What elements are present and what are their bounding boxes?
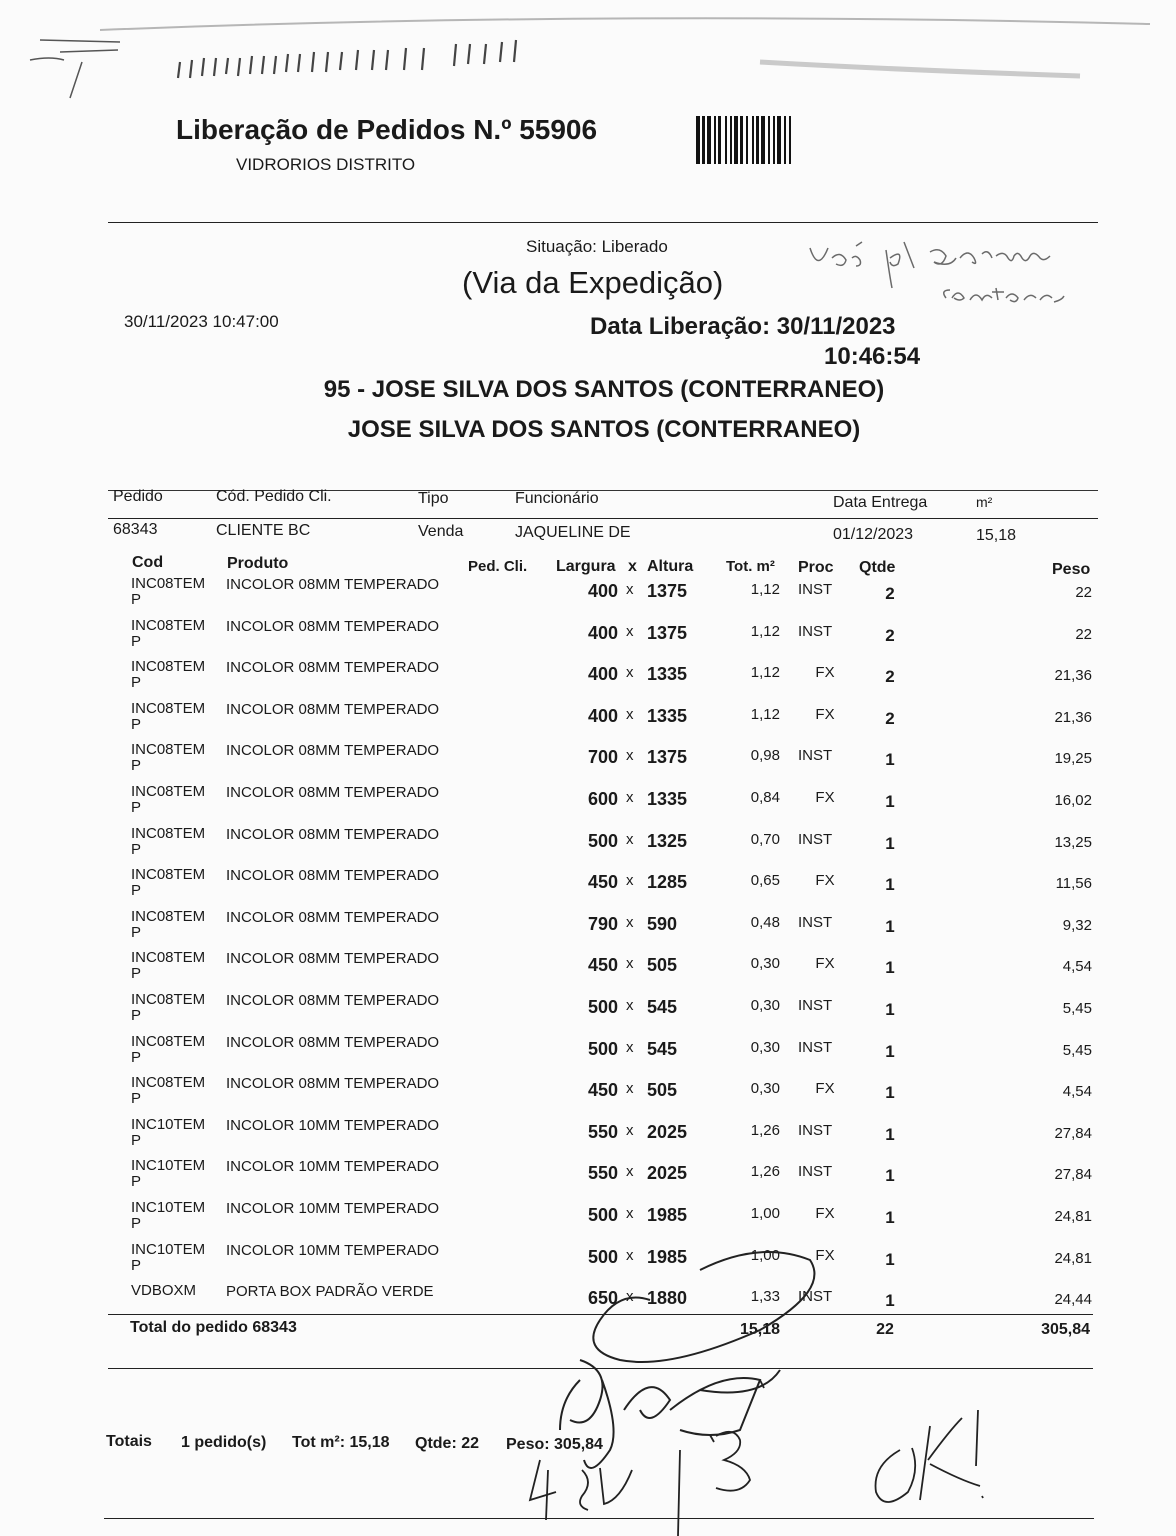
col-label-cod-pedido-cli: Cód. Pedido Cli.	[216, 488, 332, 505]
handwritten-note	[800, 228, 1080, 318]
item-code: INC08TEMP	[131, 1074, 206, 1107]
item-code: INC08TEMP	[131, 991, 206, 1024]
item-product: INCOLOR 10MM TEMPERADO	[226, 1117, 440, 1134]
delivery-date: 01/12/2023	[833, 526, 914, 543]
scan-artifact-lines	[0, 0, 1176, 130]
item-total-m2: 0,30	[750, 1039, 780, 1056]
item-quantity: 1	[885, 875, 895, 894]
item-weight: 21,36	[1054, 709, 1092, 726]
item-x-separator: x	[626, 997, 634, 1014]
item-product: INCOLOR 08MM TEMPERADO	[226, 618, 440, 635]
item-process: INST	[798, 1288, 833, 1305]
order-total-qtde: 22	[876, 1321, 894, 1338]
items-col-proc: Proc	[798, 559, 834, 576]
item-code: INC08TEMP	[131, 908, 206, 941]
item-x-separator: x	[626, 914, 634, 931]
item-process: INST	[798, 914, 833, 931]
item-width: 500	[587, 1247, 618, 1267]
item-height: 1985	[647, 1205, 688, 1225]
item-code: VDBOXM	[131, 1282, 197, 1299]
item-x-separator: x	[626, 1247, 634, 1264]
barcode-bar	[746, 116, 748, 164]
item-weight: 11,56	[1055, 875, 1092, 892]
items-col-cod: Cod	[132, 554, 164, 571]
item-code: INC08TEMP	[131, 1033, 206, 1066]
order-total-peso: 305,84	[1041, 1321, 1090, 1338]
totals-orders: 1 pedido(s)	[181, 1434, 267, 1451]
totals-qtde: Qtde: 22	[415, 1435, 480, 1452]
item-product: INCOLOR 10MM TEMPERADO	[226, 1200, 440, 1217]
item-weight: 5,45	[1062, 1042, 1092, 1059]
item-width: 450	[587, 955, 618, 975]
item-total-m2: 1,12	[750, 706, 780, 723]
item-total-m2: 0,30	[750, 1080, 780, 1097]
item-x-separator: x	[626, 1163, 634, 1180]
item-product: INCOLOR 08MM TEMPERADO	[226, 992, 440, 1009]
item-process: FX	[815, 872, 835, 889]
barcode-bar	[768, 116, 770, 164]
item-process: FX	[815, 1080, 835, 1097]
item-quantity: 1	[885, 958, 895, 977]
items-col-ped-cli: Ped. Cli.	[468, 558, 528, 575]
item-process: INST	[798, 831, 833, 848]
item-quantity: 2	[885, 709, 895, 728]
item-height: 1375	[647, 623, 688, 643]
item-quantity: 2	[885, 584, 895, 603]
barcode-bar	[784, 116, 786, 164]
item-weight: 22	[1075, 626, 1092, 643]
item-height: 1335	[647, 706, 688, 726]
item-product: PORTA BOX PADRÃO VERDE	[226, 1283, 434, 1300]
item-width: 550	[587, 1163, 618, 1183]
item-weight: 22	[1075, 584, 1092, 601]
item-process: INST	[798, 997, 833, 1014]
item-height: 590	[647, 914, 678, 934]
employee: JAQUELINE DE	[515, 524, 631, 541]
item-weight: 9,32	[1062, 917, 1092, 934]
item-x-separator: x	[626, 1205, 634, 1222]
item-height: 505	[647, 955, 678, 975]
item-width: 550	[587, 1122, 618, 1142]
item-weight: 4,54	[1062, 958, 1092, 975]
barcode-bar	[789, 116, 791, 164]
item-code: INC08TEMP	[131, 741, 206, 774]
item-process: FX	[815, 789, 835, 806]
item-width: 400	[587, 623, 618, 643]
item-process: FX	[815, 955, 835, 972]
item-x-separator: x	[626, 1122, 634, 1139]
item-weight: 27,84	[1054, 1125, 1092, 1142]
items-col-largura: Largura	[556, 558, 616, 575]
item-code: INC08TEMP	[131, 575, 206, 608]
item-weight: 21,36	[1054, 667, 1092, 684]
item-total-m2: 1,33	[750, 1288, 780, 1305]
item-product: INCOLOR 08MM TEMPERADO	[226, 826, 440, 843]
items-col-altura: Altura	[647, 558, 694, 575]
item-product: INCOLOR 08MM TEMPERADO	[226, 1075, 440, 1092]
item-width: 650	[587, 1288, 618, 1308]
item-quantity: 2	[885, 626, 895, 645]
divider	[108, 518, 1098, 519]
status-text: Situação: Liberado	[526, 237, 668, 256]
item-code: INC08TEMP	[131, 658, 206, 691]
item-width: 450	[587, 1080, 618, 1100]
company-name: VIDRORIOS DISTRITO	[236, 155, 416, 174]
item-process: INST	[798, 623, 833, 640]
item-width: 400	[587, 706, 618, 726]
item-quantity: 1	[885, 1291, 895, 1310]
item-width: 500	[587, 997, 618, 1017]
item-quantity: 1	[885, 792, 895, 811]
item-code: INC10TEMP	[131, 1241, 206, 1274]
barcode-bar	[756, 116, 759, 164]
item-weight: 19,25	[1054, 750, 1092, 767]
item-code: INC10TEMP	[131, 1116, 206, 1149]
item-x-separator: x	[626, 623, 634, 640]
totals-label: Totais	[106, 1433, 152, 1450]
item-code: INC10TEMP	[131, 1199, 206, 1232]
items-col-x: x	[628, 558, 637, 575]
barcode-bar	[696, 116, 700, 164]
items-col-tot-m2: Tot. m²	[726, 558, 775, 575]
totals-m2: Tot m²: 15,18	[292, 1434, 390, 1451]
order-number: 68343	[113, 521, 158, 538]
barcode	[696, 116, 870, 164]
item-x-separator: x	[626, 872, 634, 889]
item-width: 600	[587, 789, 618, 809]
item-x-separator: x	[626, 1039, 634, 1056]
item-process: INST	[798, 1122, 833, 1139]
item-width: 400	[587, 664, 618, 684]
col-label-funcionario: Funcionário	[515, 490, 599, 507]
item-weight: 16,02	[1054, 792, 1092, 809]
barcode-bar	[718, 116, 721, 164]
item-product: INCOLOR 08MM TEMPERADO	[226, 909, 440, 926]
item-total-m2: 1,00	[750, 1247, 780, 1264]
item-code: INC08TEMP	[131, 700, 206, 733]
item-total-m2: 1,00	[750, 1205, 780, 1222]
item-height: 2025	[647, 1122, 688, 1142]
item-quantity: 1	[885, 1166, 895, 1185]
item-x-separator: x	[626, 581, 634, 598]
item-quantity: 1	[885, 1250, 895, 1269]
item-process: FX	[815, 706, 835, 723]
order-m2: 15,18	[976, 527, 1017, 544]
item-code: INC08TEMP	[131, 617, 206, 650]
item-x-separator: x	[626, 664, 634, 681]
item-quantity: 1	[885, 750, 895, 769]
item-x-separator: x	[626, 789, 634, 806]
page-title: Liberação de Pedidos N.º 55906	[176, 114, 598, 145]
col-label-data-entrega: Data Entrega	[833, 494, 928, 511]
item-x-separator: x	[626, 831, 634, 848]
item-process: INST	[798, 1163, 833, 1180]
printed-timestamp: 30/11/2023 10:47:00	[124, 312, 279, 331]
item-code: INC08TEMP	[131, 866, 206, 899]
item-width: 500	[587, 1039, 618, 1059]
barcode-bar	[761, 116, 765, 164]
item-total-m2: 0,98	[750, 747, 780, 764]
item-product: INCOLOR 08MM TEMPERADO	[226, 742, 440, 759]
item-weight: 27,84	[1054, 1166, 1092, 1183]
col-label-tipo: Tipo	[418, 490, 449, 507]
item-width: 500	[587, 831, 618, 851]
item-total-m2: 1,26	[750, 1163, 780, 1180]
col-label-m2: m²	[976, 494, 993, 510]
barcode-bar	[740, 116, 743, 164]
item-weight: 24,44	[1054, 1291, 1092, 1308]
barcode-bar	[773, 116, 775, 164]
divider	[108, 222, 1098, 223]
item-height: 1985	[647, 1247, 688, 1267]
item-code: INC08TEMP	[131, 783, 206, 816]
item-x-separator: x	[626, 955, 634, 972]
col-label-pedido: Pedido	[113, 488, 163, 505]
item-width: 790	[587, 914, 618, 934]
item-width: 450	[587, 872, 618, 892]
barcode-bar	[752, 116, 754, 164]
item-total-m2: 0,84	[750, 789, 780, 806]
order-total-label: Total do pedido 68343	[130, 1319, 297, 1336]
item-weight: 24,81	[1054, 1250, 1092, 1267]
item-x-separator: x	[626, 706, 634, 723]
item-process: INST	[798, 581, 833, 598]
item-height: 1285	[647, 872, 688, 892]
order-total-m2: 15,18	[739, 1321, 780, 1338]
item-quantity: 1	[885, 1208, 895, 1227]
item-product: INCOLOR 08MM TEMPERADO	[226, 1034, 440, 1051]
item-code: INC10TEMP	[131, 1157, 206, 1190]
item-product: INCOLOR 08MM TEMPERADO	[226, 701, 440, 718]
item-height: 1335	[647, 664, 688, 684]
item-total-m2: 0,48	[750, 914, 780, 931]
items-col-peso: Peso	[1052, 561, 1091, 578]
item-process: FX	[815, 1247, 835, 1264]
item-height: 545	[647, 1039, 678, 1059]
item-process: INST	[798, 1039, 833, 1056]
item-process: FX	[815, 1205, 835, 1222]
copy-type: (Via da Expedição)	[462, 265, 724, 300]
item-code: INC08TEMP	[131, 949, 206, 982]
item-weight: 13,25	[1054, 834, 1092, 851]
barcode-bar	[702, 116, 705, 164]
item-x-separator: x	[626, 1288, 634, 1305]
item-height: 1335	[647, 789, 688, 809]
item-weight: 5,45	[1062, 1000, 1092, 1017]
item-x-separator: x	[626, 1080, 634, 1097]
barcode-bar	[725, 116, 727, 164]
barcode-bar	[707, 116, 711, 164]
item-total-m2: 1,26	[750, 1122, 780, 1139]
item-height: 545	[647, 997, 678, 1017]
item-product: INCOLOR 08MM TEMPERADO	[226, 659, 440, 676]
item-height: 1880	[647, 1288, 688, 1308]
client-line-1: 95 - JOSE SILVA DOS SANTOS (CONTERRANEO)	[323, 376, 885, 403]
items-col-produto: Produto	[227, 555, 289, 572]
item-total-m2: 1,12	[750, 664, 780, 681]
item-product: INCOLOR 08MM TEMPERADO	[226, 576, 440, 593]
item-height: 1325	[647, 831, 688, 851]
item-quantity: 1	[885, 1000, 895, 1019]
item-process: INST	[798, 747, 833, 764]
item-quantity: 2	[885, 667, 895, 686]
item-quantity: 1	[885, 917, 895, 936]
item-total-m2: 0,65	[750, 872, 780, 889]
item-product: INCOLOR 10MM TEMPERADO	[226, 1158, 440, 1175]
handwritten-signature	[520, 1230, 1100, 1536]
items-col-qtde: Qtde	[859, 559, 896, 576]
item-width: 400	[587, 581, 618, 601]
item-total-m2: 1,12	[750, 581, 780, 598]
item-x-separator: x	[626, 747, 634, 764]
item-weight: 4,54	[1062, 1083, 1092, 1100]
item-height: 505	[647, 1080, 678, 1100]
item-height: 2025	[647, 1163, 688, 1183]
item-quantity: 1	[885, 1083, 895, 1102]
order-type: Venda	[418, 523, 464, 540]
client-line-2: JOSE SILVA DOS SANTOS (CONTERRANEO)	[347, 416, 861, 443]
item-product: INCOLOR 08MM TEMPERADO	[226, 784, 440, 801]
item-quantity: 1	[885, 1042, 895, 1061]
item-total-m2: 0,70	[750, 831, 780, 848]
item-quantity: 1	[885, 834, 895, 853]
barcode-bar	[734, 116, 738, 164]
barcode-bar	[714, 116, 716, 164]
release-date: Data Liberação: 30/11/2023	[590, 313, 896, 340]
item-height: 1375	[647, 747, 688, 767]
item-process: FX	[815, 664, 835, 681]
totals-peso: Peso: 305,84	[506, 1436, 603, 1453]
release-time: 10:46:54	[824, 343, 921, 370]
barcode-bar	[730, 116, 732, 164]
item-total-m2: 1,12	[750, 623, 780, 640]
item-total-m2: 0,30	[750, 997, 780, 1014]
item-height: 1375	[647, 581, 688, 601]
item-width: 500	[587, 1205, 618, 1225]
item-quantity: 1	[885, 1125, 895, 1144]
item-width: 700	[587, 747, 618, 767]
item-code: INC08TEMP	[131, 825, 206, 858]
item-total-m2: 0,30	[750, 955, 780, 972]
item-weight: 24,81	[1054, 1208, 1092, 1225]
barcode-bar	[777, 116, 781, 164]
client-order-code: CLIENTE BC	[216, 522, 311, 539]
item-product: INCOLOR 08MM TEMPERADO	[226, 950, 440, 967]
item-product: INCOLOR 08MM TEMPERADO	[226, 867, 440, 884]
item-product: INCOLOR 10MM TEMPERADO	[226, 1242, 440, 1259]
